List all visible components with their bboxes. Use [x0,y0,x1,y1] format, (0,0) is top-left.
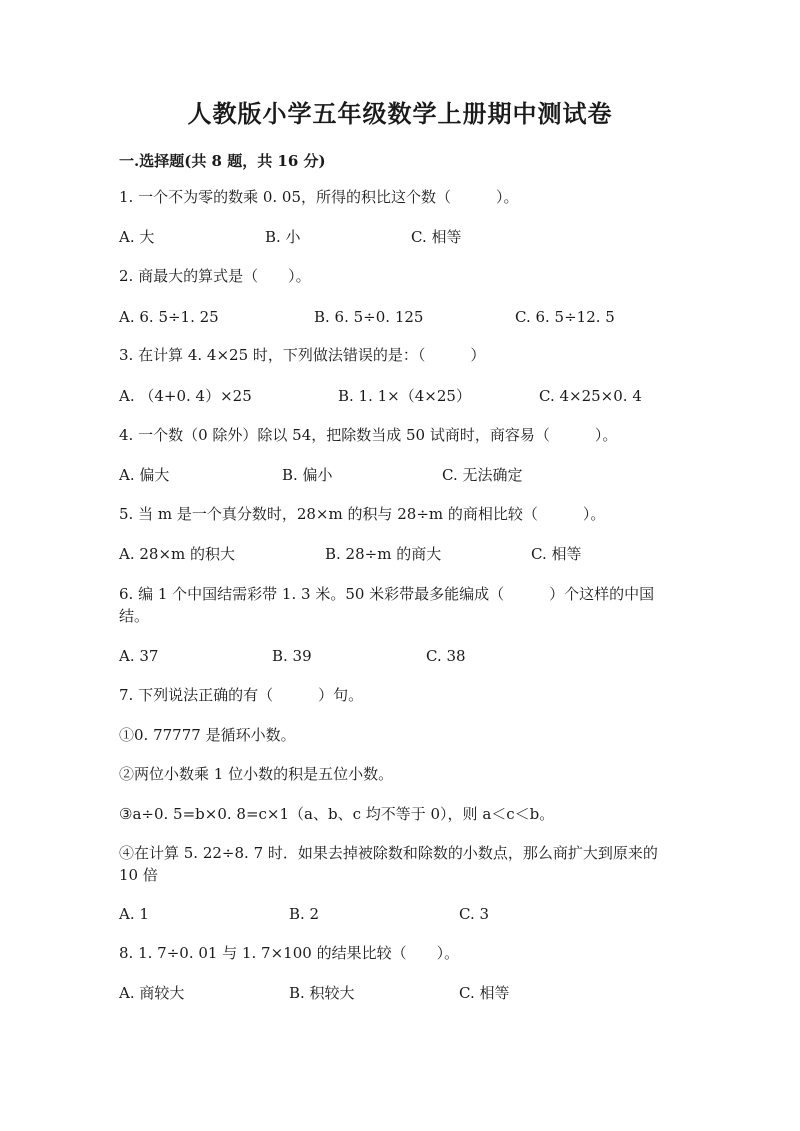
q5-option-c: C. 相等 [531,545,582,563]
q7-statement-1: ①0. 77777 是循环小数。 [119,726,296,744]
question-5: 5. 当 m 是一个真分数时，28×m 的积与 28÷m 的商相比较（ ）。 [119,505,606,523]
q3-option-a: A. （4+0. 4）×25 [119,387,252,405]
q2-option-c: C. 6. 5÷12. 5 [515,308,615,326]
q7-option-b: B. 2 [289,905,320,923]
q5-option-a: A. 28×m 的积大 [119,545,236,563]
q8-option-b: B. 积较大 [289,984,355,1002]
q6-option-c: C. 38 [426,647,466,665]
q8-option-a: A. 商较大 [119,984,185,1002]
section-heading: 一.选择题(共 8 题，共 16 分) [119,152,326,170]
q6-option-b: B. 39 [272,647,312,665]
question-8: 8. 1. 7÷0. 01 与 1. 7×100 的结果比较（ ）。 [119,944,460,962]
q2-option-b: B. 6. 5÷0. 125 [314,308,424,326]
question-6: 6. 编 1 个中国结需彩带 1. 3 米。50 米彩带最多能编成（ ）个这样的中国结。 [119,585,655,625]
q1-option-b: B. 小 [265,228,301,246]
q7-option-c: C. 3 [459,905,490,923]
q7-statement-4: ④在计算 5. 22÷8. 7 时．如果去掉被除数和除数的小数点，那么商扩大到原来的 10 倍 [119,844,658,884]
question-1: 1. 一个不为零的数乘 0. 05，所得的积比这个数（ ）。 [119,188,519,206]
q4-option-a: A. 偏大 [119,466,170,484]
question-4: 4. 一个数（0 除外）除以 54，把除数当成 50 试商时，商容易（ ）。 [119,426,618,444]
question-7: 7. 下列说法正确的有（ ）句。 [119,686,364,704]
question-3: 3. 在计算 4. 4×25 时，下列做法错误的是：（ ） [119,346,486,364]
q7-statement-3: ③a÷0. 5=b×0. 8=c×1（a、b、c 均不等于 0），则 a＜c＜b。 [119,805,555,823]
q1-option-c: C. 相等 [411,228,462,246]
q1-option-a: A. 大 [119,228,155,246]
q6-option-a: A. 37 [119,647,159,665]
q3-option-c: C. 4×25×0. 4 [539,387,642,405]
q4-option-b: B. 偏小 [282,466,333,484]
q3-option-b: B. 1. 1×（4×25） [338,387,471,405]
q8-option-c: C. 相等 [459,984,510,1002]
q7-option-a: A. 1 [119,905,149,923]
question-2: 2. 商最大的算式是（ ）。 [119,267,311,285]
q5-option-b: B. 28÷m 的商大 [325,545,442,563]
exam-title: 人教版小学五年级数学上册期中测试卷 [187,99,613,128]
q2-option-a: A. 6. 5÷1. 25 [119,308,219,326]
q7-statement-2: ②两位小数乘 1 位小数的积是五位小数。 [119,765,394,783]
q4-option-c: C. 无法确定 [442,466,523,484]
